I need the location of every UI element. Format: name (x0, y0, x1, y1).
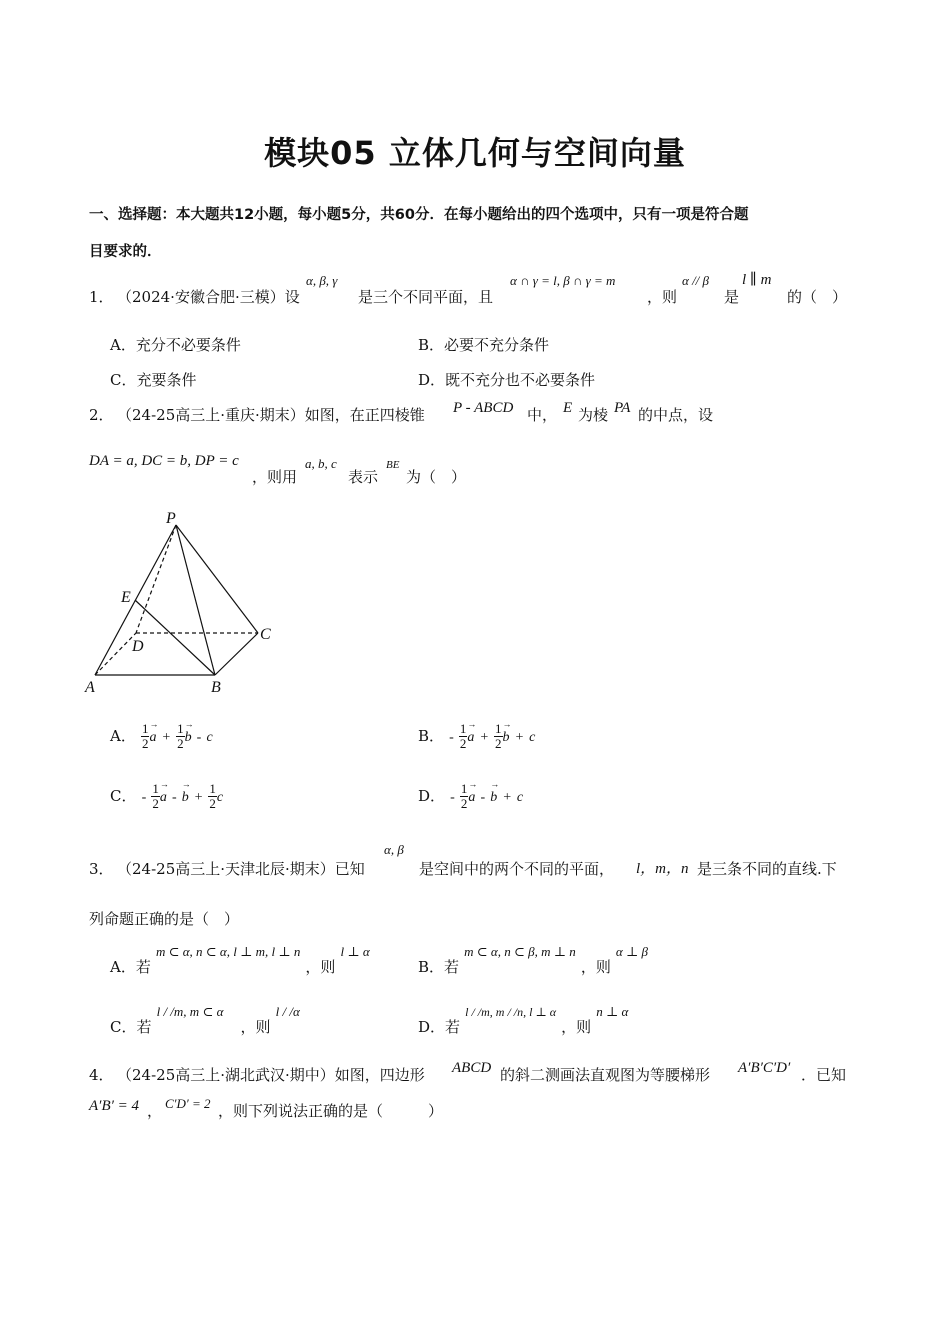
q3-text1: 是空间中的两个不同的平面， (419, 860, 615, 878)
q4-text3: ，则下列说法正确的是（ ） (218, 1102, 444, 1120)
q3-option-c[interactable]: C．若 l / /m, m ⊂ α ，则 l / /α (110, 1004, 300, 1036)
q3-text3: 列命题正确的是（ ） (89, 910, 240, 928)
q2-text2: 为棱 (578, 406, 609, 424)
q2-abc: a, b, c (305, 456, 337, 471)
q3-source: （24-25高三上·天津北辰·期末）已知 (117, 860, 365, 878)
q4-number: 4． (89, 1066, 114, 1084)
label-p: P (166, 510, 176, 527)
q1-text4: 的（ ） (787, 288, 848, 306)
q4-trapezoid: A′B′C′D′ (738, 1060, 791, 1076)
q2-definitions: DA = a, DC = b, DP = c (89, 453, 239, 469)
q3-option-a[interactable]: A．若 m ⊂ α, n ⊂ α, l ⊥ m, l ⊥ n ，则 l ⊥ α (110, 944, 370, 976)
q3-vars: α, β (384, 842, 404, 857)
edge-pd (136, 525, 176, 633)
q1-option-a[interactable]: A．充分不必要条件 (110, 336, 241, 354)
q1-text1: 是三个不同平面，且 (358, 288, 494, 306)
label-b: B (211, 679, 221, 696)
q1-option-b[interactable]: B．必要不充分条件 (418, 336, 550, 354)
q2-number: 2． (89, 406, 114, 424)
section-instructions: 一、选择题：本大题共12小题，每小题5分，共60分．在每小题给出的四个选项中，只有一项是符合题 (89, 207, 749, 223)
label-c: C (260, 626, 271, 643)
q1-option-d[interactable]: D．既不充分也不必要条件 (418, 371, 596, 389)
q4-text1: 的斜二测画法直观图为等腰梯形 (500, 1066, 711, 1084)
q2-text1: 中， (527, 406, 558, 424)
q3-option-b[interactable]: B．若 m ⊂ α, n ⊂ β, m ⊥ n ，则 α ⊥ β (418, 944, 648, 976)
q4-length2: C′D′ = 2 (165, 1096, 211, 1111)
q2-be: BE (386, 459, 400, 471)
edge-bc (215, 633, 258, 675)
q1-text3: 是 (724, 288, 740, 306)
q2-option-d[interactable]: D． - $\frac{1}{2}$ → a - → b + c (418, 782, 523, 811)
q3-option-d[interactable]: D．若 l / /m, m / /n, l ⊥ α ，则 n ⊥ α (418, 1004, 629, 1036)
q1-number: 1． (89, 288, 114, 306)
q2-point-e: E (563, 400, 573, 416)
q2-option-c[interactable]: C． - $\frac{1}{2}$ → a - → b + $\frac{1}{2}$ c (110, 782, 223, 811)
q2-source: （24-25高三上·重庆·期末）如图，在正四棱锥 (117, 406, 425, 424)
q1-text2: ，则 (647, 288, 678, 306)
label-d: D (132, 638, 144, 655)
q4-length1: A′B′ = 4 (89, 1098, 140, 1114)
q2-text5: 表示 (348, 468, 379, 486)
label-e: E (121, 589, 131, 606)
q2-option-a[interactable]: A． $\frac{1}{2}$ → a + $\frac{1}{2}$ → b - c (110, 722, 213, 751)
q2-text4: ，则用 (252, 468, 298, 486)
q4-abcd: ABCD (452, 1060, 492, 1076)
edge-ad (95, 633, 136, 675)
q1-option-c[interactable]: C．充要条件 (110, 371, 197, 389)
q1-vars: α, β, γ (306, 273, 338, 288)
q2-option-b[interactable]: B． - $\frac{1}{2}$ → a + $\frac{1}{2}$ → b + c (418, 722, 535, 751)
q2-text3: 的中点，设 (638, 406, 714, 424)
q4-source: （24-25高三上·湖北武汉·期中）如图，四边形 (117, 1066, 425, 1084)
q4-comma: ， (147, 1102, 163, 1120)
q3-text2: 是三条不同的直线.下 (697, 860, 837, 878)
section-instructions-cont: 目要求的． (89, 244, 162, 260)
edge-pb (176, 525, 215, 675)
q2-text6: 为（ ） (406, 468, 467, 486)
pyramid-figure (80, 505, 280, 700)
q4-text2: ．已知 (801, 1066, 847, 1084)
q1-condition: α ∩ γ = l, β ∩ γ = m (510, 273, 616, 288)
label-a: A (85, 679, 95, 696)
q2-pyramid: P - ABCD (453, 400, 514, 416)
q1-q: l ∥ m (742, 272, 772, 288)
q1-p: α // β (682, 273, 710, 288)
segment-eb (135, 600, 215, 675)
q3-lines: l，m，n (636, 861, 689, 877)
page-title: 模块05 立体几何与空间向量 (264, 134, 686, 172)
q3-number: 3． (89, 860, 114, 878)
edge-pc (176, 525, 258, 633)
q2-edge-pa: PA (614, 400, 631, 416)
q1-source: （2024·安徽合肥·三模）设 (117, 288, 300, 306)
